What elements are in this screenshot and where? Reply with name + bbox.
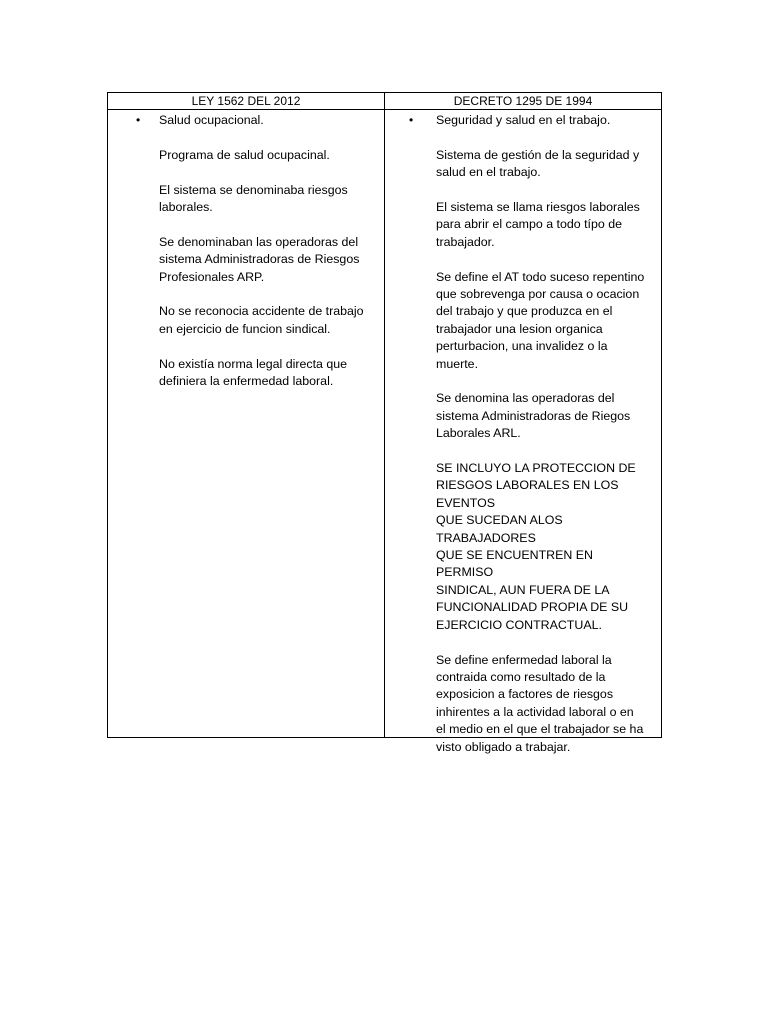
left-item: El sistema se denominaba riesgos laborales.: [159, 182, 348, 214]
right-item: El sistema se llama riesgos laborales para abrir el campo a todo típo de trabajador.: [436, 200, 640, 249]
right-item: Seguridad y salud en el trabajo.: [436, 113, 611, 127]
right-item-list: [436, 112, 653, 773]
left-item: No existía norma legal directa que definiera la enfermedad laboral.: [159, 356, 348, 389]
right-item: Se define el AT todo suceso repentino que sobrevenga por causa o ocacion del trabajo y que produzca en el trabajador una lesion organica perturbacion, una invalidez o la muerte.: [436, 269, 645, 371]
header-decreto-1295: DECRETO 1295 DE 1994: [385, 93, 661, 110]
right-item: Se define enfermedad laboral la contraida como resultado de la exposicion a factores de riesgos inhirentes a la actividad laboral o en el medio en el que el trabajador se ha visto obligado a trabajar.: [436, 652, 644, 754]
right-item: Sistema de gestión de la seguridad y salud en el trabajo.: [436, 147, 640, 180]
left-item-list: [159, 112, 376, 408]
header-ley-1562: LEY 1562 DEL 2012: [108, 93, 385, 110]
left-item: Salud ocupacional.: [159, 113, 264, 127]
bullet-icon: •: [136, 113, 141, 127]
bullet-icon: •: [409, 113, 414, 127]
column-ley-1562: [108, 110, 385, 737]
comparison-table: [107, 92, 662, 754]
left-item: Se denominaban las operadoras del sistema Administradoras de Riesgos Profesionales ARP.: [159, 234, 360, 284]
right-item: SE INCLUYO LA PROTECCION DE RIESGOS LABORALES EN LOS EVENTOS QUE SUCEDAN ALOS TRABAJADORES QUE SE ENCUENTREN EN PERMISO SINDICAL, AUN FUERA DE LA FUNCIONALIDAD PROPIA DE SU EJERCICIO CONTRACTUAL.: [436, 461, 636, 632]
right-item: Se denomina las operadoras del sistema Administradoras de Riegos Laborales ARL.: [436, 391, 631, 441]
left-item: No se reconocia accidente de trabajo en ejercicio de funcion sindical.: [159, 304, 364, 336]
column-decreto-1295: [385, 110, 661, 754]
left-item: Programa de salud ocupacinal.: [159, 147, 330, 162]
